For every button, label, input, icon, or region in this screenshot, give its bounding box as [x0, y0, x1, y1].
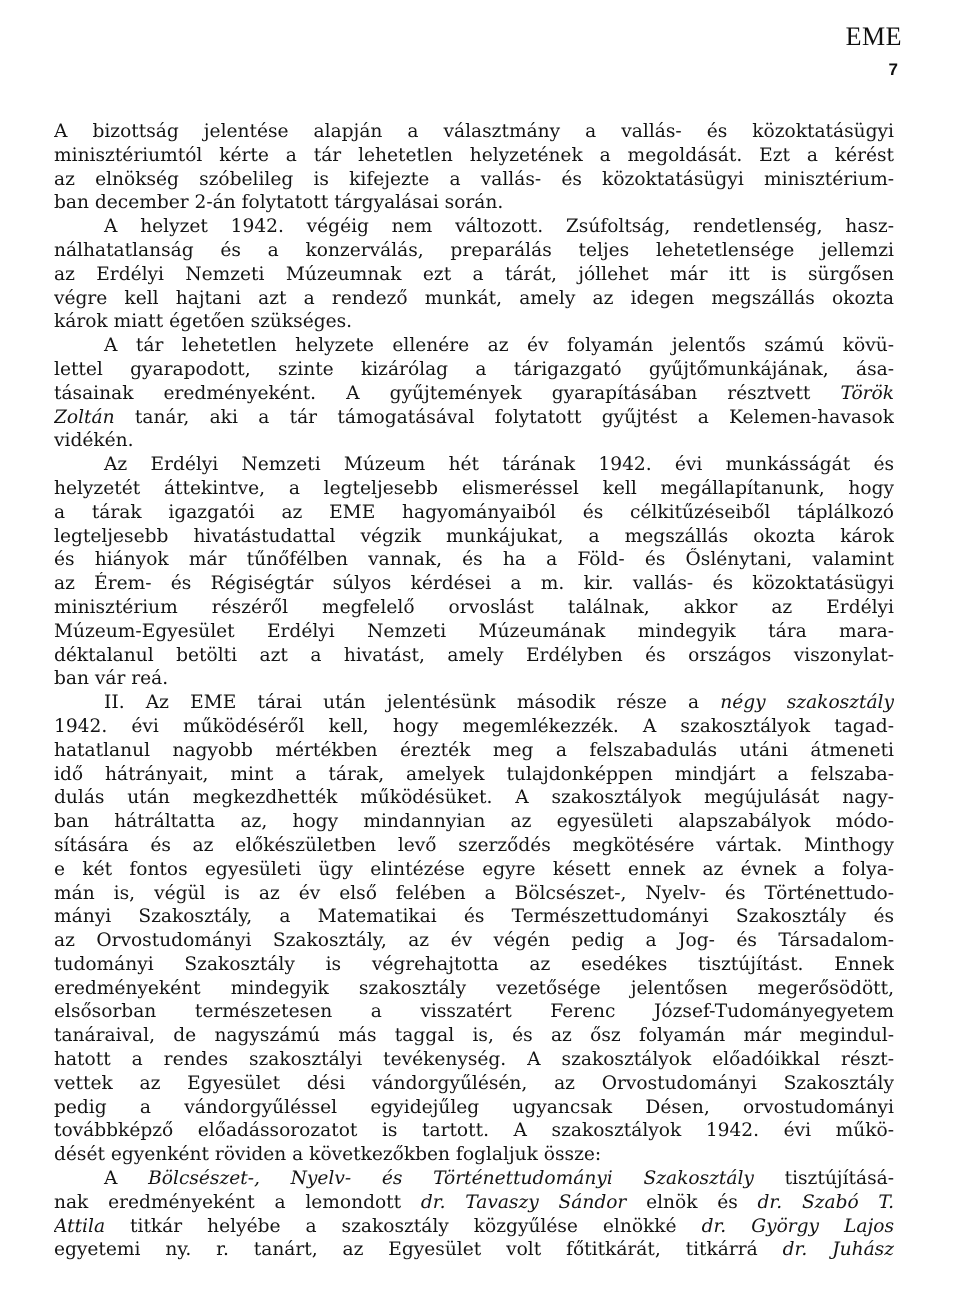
- text-span: a tárak igazgatói az EME hagyományaiból és célkitűzéseiből táplálkozó: [54, 501, 894, 523]
- text-span: tanár, aki a tár támogatásával folytatott gyűjtést a Kelemen-havasok: [114, 406, 894, 428]
- text-span: eredményeként mindegyik szakosztály vezetősége jelentősen megerősödött,: [54, 977, 894, 999]
- text-span: az elnökség szóbelileg is kifejezte a vallás- és közoktatásügyi minisztérium-: [54, 168, 894, 190]
- text-line: [54, 1096, 894, 1120]
- text-line: [54, 1000, 894, 1024]
- italic-name-span: Török: [840, 382, 894, 404]
- text-line: [54, 1048, 894, 1072]
- text-span: végre kell hajtani azt a rendező munkát, amely az idegen megszállás okozta: [54, 287, 894, 309]
- text-span: tisztújításá-: [753, 1168, 894, 1190]
- text-span: lettel gyarapodott, szinte kizárólag a tárigazgató gyűjtőmunkájának, ása-: [54, 358, 894, 380]
- text-span: A: [104, 1168, 149, 1190]
- text-line: [54, 334, 894, 358]
- text-span: e két fontos egyesületi ügy elintézése egyre késett ennek az évnek a folya-: [54, 858, 894, 880]
- text-span: A tár lehetetlen helyzete ellenére az év folyamán jelentős számú kövü-: [104, 335, 894, 357]
- text-span: tásainak eredményeként. A gyűjtemények gyarapításában résztvett: [54, 382, 841, 404]
- text-line: [54, 786, 894, 810]
- text-line: [54, 1072, 894, 1096]
- italic-name-span: négy szakosztály: [720, 692, 894, 714]
- text-span: titkár helyébe a szakosztály közgyűlése elnökké: [105, 1215, 702, 1237]
- italic-name-span: dr. Tavaszy Sándor: [420, 1191, 627, 1213]
- text-span: ban hátráltatta az, hogy mindannyian az egyesületi alapszabályok módo-: [54, 811, 894, 833]
- text-line: [54, 572, 894, 596]
- text-span: sítására és az előkészületben levő szerződés megkötésére vártak. Minthogy: [54, 834, 894, 856]
- text-line: [54, 191, 894, 215]
- italic-name-span: Zoltán: [54, 406, 115, 428]
- text-span: tudományi Szakosztály is végrehajtotta az esedékes tisztújítást. Ennek: [54, 953, 894, 975]
- text-span: elnök és: [626, 1191, 758, 1213]
- text-line: [54, 691, 894, 715]
- text-line: [54, 644, 894, 668]
- text-line: [54, 1024, 894, 1048]
- text-span: idő hátrányait, mint a tárak, amelyek tulajdonképpen mindjárt a felszaba-: [54, 763, 894, 785]
- text-span: dését egyenként röviden a következőkben foglaljuk össze:: [54, 1144, 602, 1166]
- text-line: [54, 596, 894, 620]
- text-span: mán is, végül is az év első felében a Bölcsészet-, Nyelv- és Történettudo-: [54, 882, 894, 904]
- text-span: egyetemi ny. r. tanárt, az Egyesület volt főtitkárát, titkárrá: [54, 1239, 783, 1261]
- text-line: [54, 882, 894, 906]
- text-span: nak eredményeként a lemondott: [54, 1191, 421, 1213]
- text-span: elsősorban természetesen a visszatért Ferenc József-Tudományegyetem: [54, 1001, 894, 1023]
- text-line: [54, 834, 894, 858]
- text-line: [54, 453, 894, 477]
- text-span: az Erdélyi Nemzeti Múzeumnak ezt a tárát, jóllehet már itt is sürgősen: [54, 263, 894, 285]
- text-span: továbbképző előadássorozatot is tartott. A szakosztályok 1942. évi műkö-: [54, 1120, 894, 1142]
- text-span: Az Erdélyi Nemzeti Múzeum hét tárának 1942. évi munkásságát és: [104, 454, 894, 476]
- text-line: [54, 739, 894, 763]
- running-head: EME: [845, 22, 902, 51]
- text-line: [54, 406, 894, 430]
- text-line: [54, 620, 894, 644]
- italic-name-span: Bölcsészet-, Nyelv- és Történettudományi Szakosztály: [148, 1168, 754, 1190]
- text-line: [54, 1119, 894, 1143]
- text-line: [54, 429, 894, 453]
- text-line: [54, 144, 894, 168]
- text-span: mányi Szakosztály, a Matematikai és Természettudományi Szakosztály és: [54, 906, 894, 928]
- text-line: [54, 168, 894, 192]
- text-span: minisztérium részéről megfelelő orvoslást találnak, akkor az Erdélyi: [54, 596, 894, 618]
- text-line: [54, 477, 894, 501]
- text-line: [54, 310, 894, 334]
- text-span: ban december 2-án folytatott tárgyalásai során.: [54, 192, 504, 214]
- text-line: [54, 120, 894, 144]
- text-line: [54, 953, 894, 977]
- text-span: 1942. évi működéséről kell, hogy megemlékezzék. A szakosztályok tagad-: [54, 715, 894, 737]
- text-line: [54, 239, 894, 263]
- text-span: ban vár reá.: [54, 668, 169, 690]
- text-line: [54, 1215, 894, 1239]
- text-span: hatott a rendes szakosztályi tevékenység. A szakosztályok előadóikkal részt-: [54, 1049, 894, 1071]
- text-line: [54, 810, 894, 834]
- text-line: [54, 382, 894, 406]
- body-text: [54, 120, 894, 1262]
- text-line: [54, 1191, 894, 1215]
- text-span: A helyzet 1942. végéig nem változott. Zsúfoltság, rendetlenség, hasz-: [104, 216, 894, 238]
- text-line: [54, 358, 894, 382]
- page-number: 7: [888, 60, 898, 79]
- text-span: II. Az EME tárai után jelentésünk második része a: [104, 692, 721, 714]
- italic-name-span: dr. Juhász: [782, 1239, 894, 1261]
- text-span: déktalanul betölti azt a hivatást, amely Erdélyben és országos viszonylat-: [54, 644, 894, 666]
- text-line: [54, 525, 894, 549]
- text-span: pedig a vándorgyűléssel egyidejűleg ugyancsak Désen, orvostudományi: [54, 1096, 894, 1118]
- text-span: legteljesebb hivatástudattal végzik munkájukat, a megszállás okozta károk: [54, 525, 894, 547]
- text-line: [54, 1143, 894, 1167]
- text-line: [54, 1167, 894, 1191]
- text-span: dulás után megkezdhették működésüket. A szakosztályok megújulását nagy-: [54, 787, 894, 809]
- text-span: hatatlanul nagyobb mértékben érezték meg a felszabadulás utáni átmeneti: [54, 739, 894, 761]
- text-span: vidékén.: [54, 430, 134, 452]
- text-line: [54, 548, 894, 572]
- text-line: [54, 667, 894, 691]
- text-span: tanáraival, de nagyszámú más taggal is, és az ősz folyamán már megindul-: [54, 1025, 894, 1047]
- italic-name-span: dr. György Lajos: [701, 1215, 894, 1237]
- text-line: [54, 263, 894, 287]
- text-span: minisztériumtól kérte a tár lehetetlen helyzetének a megoldását. Ezt a kérést: [54, 144, 894, 166]
- text-span: károk miatt égetően szükséges.: [54, 311, 353, 333]
- text-span: helyzetét áttekintve, a legteljesebb elismeréssel kell megállapítanunk, hogy: [54, 477, 894, 499]
- text-line: [54, 763, 894, 787]
- text-line: [54, 715, 894, 739]
- text-span: Múzeum-Egyesület Erdélyi Nemzeti Múzeumának mindegyik tára mara-: [54, 620, 894, 642]
- text-span: és hiányok már tűnőfélben vannak, és ha a Föld- és Őslénytani, valamint: [54, 549, 894, 571]
- text-line: [54, 858, 894, 882]
- text-line: [54, 905, 894, 929]
- italic-name-span: dr. Szabó T.: [757, 1191, 894, 1213]
- text-span: nálhatatlanság és a konzerválás, preparálás teljes lehetetlensége jellemzi: [54, 239, 894, 261]
- italic-name-span: Attila: [54, 1215, 106, 1237]
- text-line: [54, 1238, 894, 1262]
- text-line: [54, 929, 894, 953]
- text-span: A bizottság jelentése alapján a választmány a vallás- és közoktatásügyi: [54, 121, 894, 142]
- text-span: az Érem- és Régiségtár súlyos kérdései a m. kir. vallás- és közoktatásügyi: [54, 573, 894, 595]
- text-line: [54, 287, 894, 311]
- text-span: vettek az Egyesület dési vándorgyűlésén, az Orvostudományi Szakosztály: [54, 1072, 894, 1094]
- text-line: [54, 501, 894, 525]
- text-span: az Orvostudományi Szakosztály, az év végén pedig a Jog- és Társadalom-: [54, 930, 894, 952]
- text-line: [54, 977, 894, 1001]
- text-line: [54, 215, 894, 239]
